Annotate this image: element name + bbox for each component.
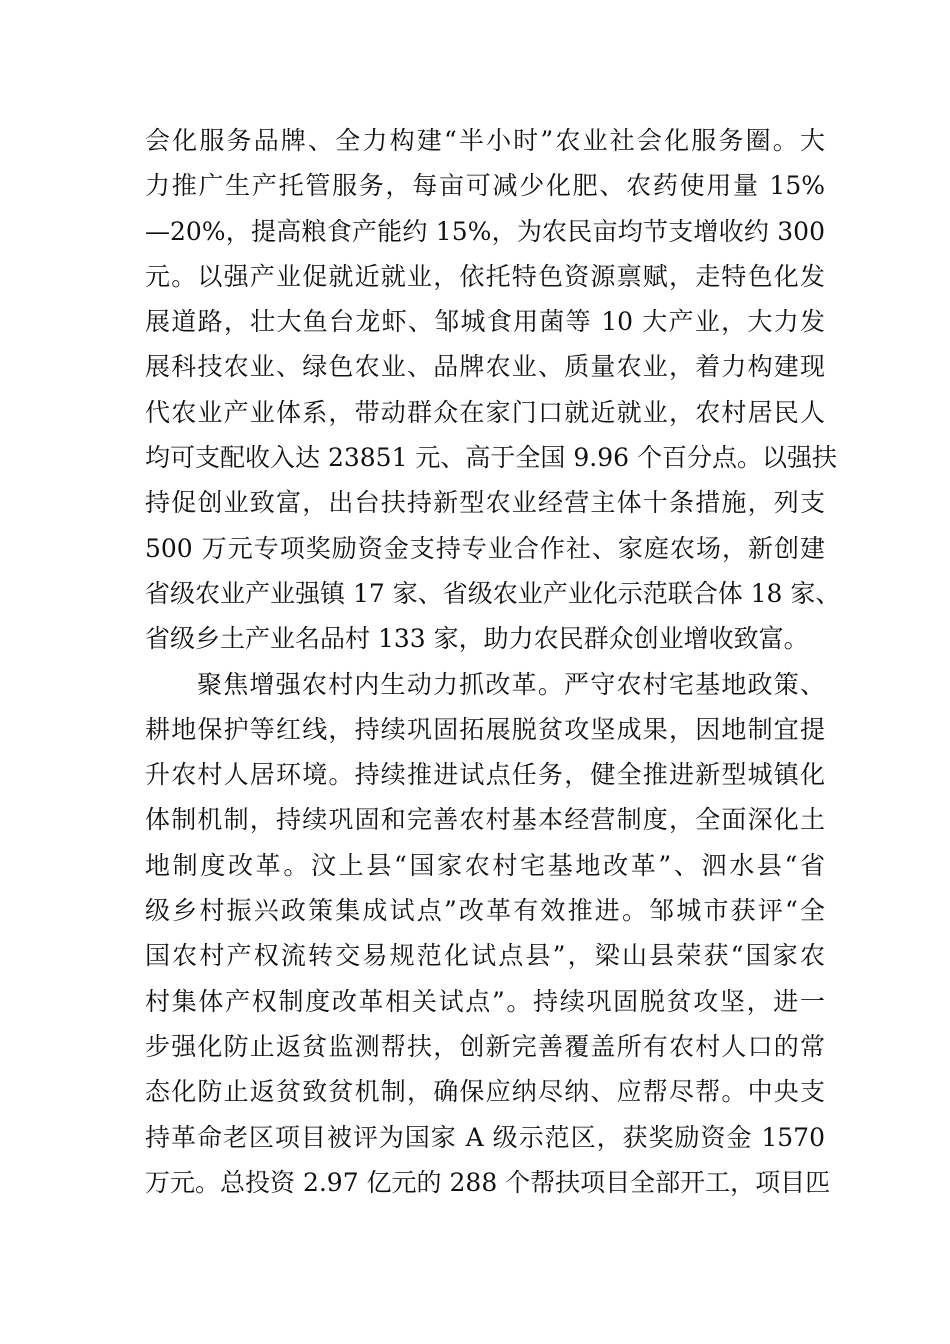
text-line: 500 万元专项奖励资金支持专业合作社、家庭农场，新创建 — [145, 533, 825, 563]
text-line: 级乡村振兴政策集成试点”改革有效推进。邹城市获评“全 — [145, 896, 825, 926]
text-line: —20%，提高粮食产能约 15%，为农民亩均节支增收约 300 — [145, 216, 825, 246]
paragraph-end-line: 省级乡土产业名品村 133 家，助力农民群众创业增收致富。 — [145, 624, 809, 654]
text-line: 耕地保护等红线，持续巩固拓展脱贫攻坚成果，因地制宜提 — [145, 714, 825, 744]
text-line: 展道路，壮大鱼台龙虾、邹城食用菌等 10 大产业，大力发 — [145, 307, 825, 337]
document-body — [145, 118, 841, 1205]
text-line: 万元。总投资 2.97 亿元的 288 个帮扶项目全部开工，项目匹 — [145, 1167, 831, 1197]
text-line: 会化服务品牌、全力构建“半小时”农业社会化服务圈。大 — [145, 126, 825, 155]
text-line: 升农村人居环境。持续推进试点任务，健全推进新型城镇化 — [145, 760, 825, 790]
text-line: 力推广生产托管服务，每亩可减少化肥、农药使用量 15% — [145, 171, 825, 201]
text-line: 持促创业致富，出台扶持新型农业经营主体十条措施，列支 — [145, 488, 825, 518]
text-line: 村集体产权制度改革相关试点”。持续巩固脱贫攻坚，进一 — [145, 986, 825, 1016]
text-line: 步强化防止返贫监测帮扶，创新完善覆盖所有农村人口的常 — [145, 1031, 825, 1061]
text-line: 省级农业产业强镇 17 家、省级农业产业化示范联合体 18 家、 — [145, 578, 841, 608]
text-line: 体制机制，持续巩固和完善农村基本经营制度，全面深化土 — [145, 805, 825, 835]
text-line: 元。以强产业促就近就业，依托特色资源禀赋，走特色化发 — [145, 261, 825, 291]
text-line: 态化防止返贫致贫机制，确保应纳尽纳、应帮尽帮。中央支 — [145, 1077, 825, 1107]
text-line: 代农业产业体系，带动群众在家门口就近就业，农村居民人 — [145, 397, 825, 427]
text-line: 国农村产权流转交易规范化试点县”，梁山县荣获“国家农 — [145, 941, 825, 971]
paragraph-first-line: 聚焦增强农村内生动力抓改革。严守农村宅基地政策、 — [197, 669, 825, 699]
text-line: 均可支配收入达 23851 元、高于全国 9.96 个百分点。以强扶 — [145, 443, 837, 473]
text-line: 地制度改革。汶上县“国家农村宅基地改革”、泗水县“省 — [145, 850, 825, 880]
text-line: 展科技农业、绿色农业、品牌农业、质量农业，着力构建现 — [145, 352, 825, 382]
text-line: 持革命老区项目被评为国家 A 级示范区，获奖励资金 1570 — [145, 1122, 825, 1152]
